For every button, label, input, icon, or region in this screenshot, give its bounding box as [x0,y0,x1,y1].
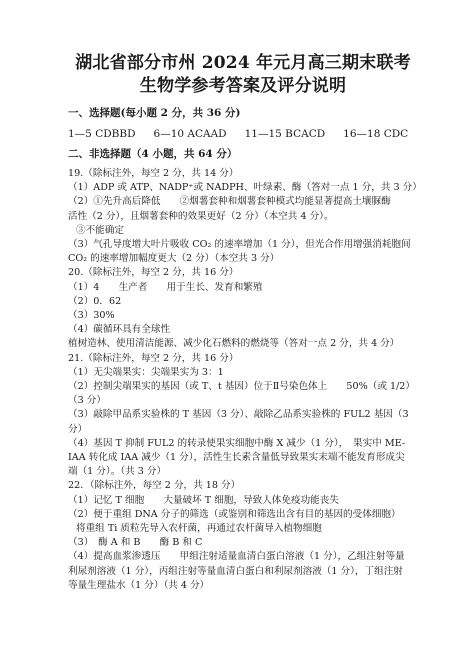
text-line: 将重组 Ti 质粒先导入农杆菌，再通过农杆菌导入植物细胞 [76,523,322,535]
mcq-answers-row [68,126,418,142]
section-1-heading: 一、选择题(每小题 2 分，共 36 分) [68,107,241,119]
text-line: （4）提高血浆渗透压 甲组注射适量血清白蛋白溶液（1 分），乙组注射等量 [68,551,405,563]
text-line: 利尿剂溶液（1 分），丙组注射等量血清白蛋白和利尿剂溶液（1 分），丁组注射 [68,565,403,577]
text-line: （4）基因 T 抑制 FUL2 的转录使果实细胞中酶 X 减少（1 分）， 果实中 ME- [68,437,406,449]
text-line: IAA 转化成 IAA 减少（1 分），活性生长素含量低导致果实末端不能发育形成尖 [68,452,405,464]
text-line: 植树造林、使用清洁能源、减少化石燃料的燃烧等（答对一点 2 分，共 4 分） [68,338,400,350]
section-2-body [68,167,422,593]
text-line: CO₂ 的速率增加幅度更大（2 分）（本空共 3 分） [68,253,280,265]
mcq-answer-group: 1—5 CDBBD [68,128,136,140]
text-line: （3）敲除甲品系实验株的 T 基因（3 分）、敲除乙品系实验株的 FUL2 基因（3 [68,409,409,421]
section-2-heading: 二、非选择题（4 小题，共 64 分） [68,148,238,160]
text-line: 19.（除标注外，每空 2 分，共 14 分） [68,168,239,179]
mcq-answer-group: 16—18 CDC [343,128,409,140]
title-line-1: 湖北省部分市州 2024 年元月高三期末联考 [75,53,411,73]
text-line: （3）气孔导度增大叶片吸收 CO₂ 的速率增加（1 分），但光合作用增强消耗胞间 [68,239,411,251]
document-title [68,52,418,98]
text-line: 等量生理盐水（1 分）（共 4 分） [68,579,210,591]
text-line: （2）①先升高后降低 ②烟薯套种和烟薯套种模式均能显著提高土壤脲酶 [68,196,391,208]
text-line: （2）便于重组 DNA 分子的筛选（或鉴别和筛选出含有目的基因的受体细胞） [68,508,401,520]
text-line: 20.（除标注外，每空 2 分，共 16 分） [68,267,239,279]
text-line: （1）记忆 T 细胞 大量破坏 T 细胞，导致人体免疫功能丧失 [68,494,339,506]
text-line: 分） [68,423,88,435]
text-line: 21.（除标注外，每空 2 分，共 16 分） [68,352,239,364]
text-line: （1）4 生产者 用于生长、发育和繁殖 [68,281,263,293]
mcq-answer-group: 11—15 BCACD [244,128,326,140]
text-line: ③不能确定 [76,224,124,236]
text-line: （3）30% [68,310,115,322]
title-line-2: 生物学参考答案及评分说明 [139,76,347,96]
text-line: （2）控制尖端果实的基因（或 T、t 基因）位于Ⅱ号染色体上 50%（或 1/2） [68,381,416,393]
text-line: （1）无尖端果实：尖端果实为 3：1 [68,366,224,378]
text-line: （3 分） [68,395,106,407]
mcq-answer-group: 6—10 ACAAD [153,128,227,140]
text-line: （2）0．62 [68,295,122,307]
text-line: （1）ADP 或 ATP、NADP⁺或 NADPH、叶绿素、酶（答对一点 1 分，共 3 分） [68,182,422,194]
text-line: 端（1 分）。（共 3 分） [68,466,167,478]
text-line: 活性（2 分），且烟薯套种的效果更好（2 分）（本空共 4 分）。 [68,210,334,222]
text-line: （4）碳循环具有全球性 [68,324,171,336]
text-line: （3） 酶 A 和 B 酶 B 和 C [68,537,203,549]
text-line: 22．（除标注外，每空 2 分，共 18 分） [68,480,241,492]
